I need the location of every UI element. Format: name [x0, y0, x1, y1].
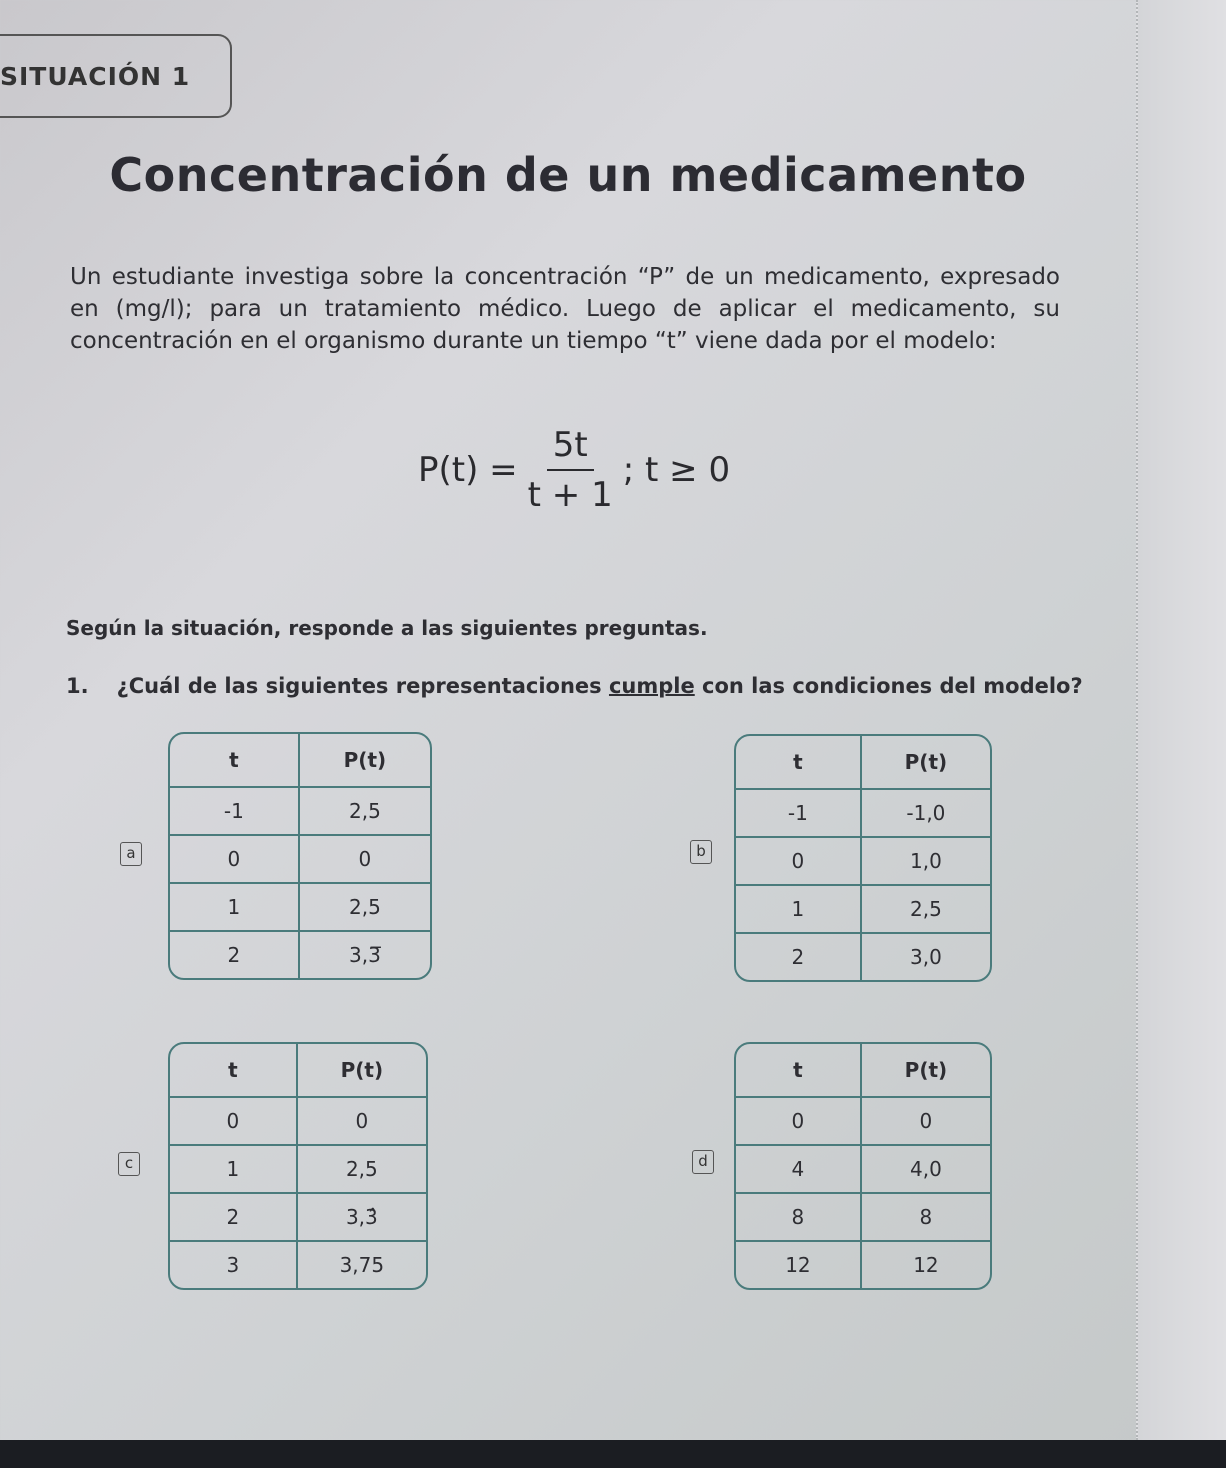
- column-header-p: P(t): [862, 736, 990, 790]
- formula-denominator: t + 1: [527, 475, 613, 515]
- column-header-t: t: [170, 734, 300, 788]
- cell-p: 3,3̂: [298, 1194, 426, 1242]
- section-label: SITUACIÓN 1: [0, 62, 191, 91]
- table-row: [170, 1242, 426, 1288]
- question-1-underlined-word: cumple: [608, 674, 695, 698]
- formula-fraction: [528, 425, 613, 515]
- table-row: [736, 1194, 990, 1242]
- cell-p: 0: [300, 836, 430, 884]
- cell-t: 0: [170, 836, 300, 884]
- table-row: [170, 932, 430, 978]
- page-title: Concentración de un medicamento: [109, 148, 1027, 202]
- cell-t: 3: [170, 1242, 298, 1288]
- table-row: [736, 790, 990, 838]
- table-row: [170, 1146, 426, 1194]
- questions-instruction: Según la situación, responde a las siguientes preguntas.: [66, 616, 708, 640]
- cell-t: 8: [736, 1194, 862, 1242]
- screen-bottom-bar: [0, 1440, 1226, 1468]
- table-row: [736, 1146, 990, 1194]
- cell-p: 0: [862, 1098, 990, 1146]
- table-header-row: [170, 734, 430, 788]
- cell-p: 2,5: [862, 886, 990, 934]
- column-header-t: t: [170, 1044, 298, 1098]
- cell-t: 0: [736, 838, 862, 886]
- intro-paragraph: Un estudiante investiga sobre la concentración “P” de un medicamento, expresado en (mg/l); para un tratamiento médico. Luego de aplicar el medicamento, su concentración en el organismo durante un tiempo “t” viene dada por el modelo:: [70, 264, 1060, 354]
- table-row: [170, 884, 430, 932]
- cell-t: 1: [170, 884, 300, 932]
- column-header-p: P(t): [862, 1044, 990, 1098]
- cell-p: 3,3̅: [348, 943, 381, 967]
- cell-p: 3,0: [909, 945, 942, 969]
- cell-t: 4: [736, 1146, 862, 1194]
- option-c-table[interactable]: [168, 1042, 428, 1290]
- table-row: [736, 934, 990, 980]
- column-header-t: t: [736, 1044, 862, 1098]
- table-row: [170, 836, 430, 884]
- question-1-text-start: ¿Cuál de las siguientes representaciones: [116, 674, 609, 698]
- column-header-t: t: [736, 736, 862, 790]
- cell-t: 2: [170, 932, 300, 978]
- cell-p: 8: [862, 1194, 990, 1242]
- cell-t: 0: [170, 1098, 298, 1146]
- table-header-row: [736, 736, 990, 790]
- cell-p: 0: [298, 1098, 426, 1146]
- table-header-row: [736, 1044, 990, 1098]
- table-row: [170, 788, 430, 836]
- formula-condition: ; t ≥ 0: [622, 450, 731, 490]
- cell-t: 0: [736, 1098, 862, 1146]
- option-c-label[interactable]: c: [118, 1152, 140, 1176]
- cell-t: 1: [170, 1146, 298, 1194]
- table-row: [736, 1242, 990, 1288]
- cell-p: 3,75: [339, 1253, 385, 1277]
- table-header-row: [170, 1044, 426, 1098]
- option-a-label[interactable]: a: [120, 842, 142, 866]
- question-1-number: 1.: [66, 674, 89, 698]
- cell-t: 2: [170, 1194, 298, 1242]
- option-d-table[interactable]: [734, 1042, 992, 1290]
- column-header-p: P(t): [298, 1044, 426, 1098]
- question-1-text-end: con las condiciones del modelo?: [694, 674, 1083, 698]
- table-row: [736, 1098, 990, 1146]
- table-row: [170, 1098, 426, 1146]
- cell-t: 12: [736, 1242, 862, 1288]
- table-row: [736, 838, 990, 886]
- table-row: [170, 1194, 426, 1242]
- cell-p: 2,5: [298, 1146, 426, 1194]
- cell-p: 12: [913, 1253, 939, 1277]
- formula-lhs: P(t) =: [418, 450, 518, 490]
- cell-t: -1: [170, 788, 300, 836]
- formula-numerator: 5t: [547, 425, 594, 471]
- cell-p: 4,0: [862, 1146, 990, 1194]
- model-formula: [418, 420, 730, 520]
- cell-t: 1: [736, 886, 862, 934]
- cell-p: -1,0: [862, 790, 990, 838]
- column-header-p: P(t): [300, 734, 430, 788]
- option-b-label[interactable]: b: [690, 840, 712, 864]
- option-b-table[interactable]: [734, 734, 992, 982]
- cell-p: 2,5: [300, 788, 430, 836]
- cell-t: 2: [736, 934, 862, 980]
- cell-p: 1,0: [862, 838, 990, 886]
- cell-t: -1: [736, 790, 862, 838]
- page-margin: [1136, 0, 1226, 1440]
- cell-p: 2,5: [300, 884, 430, 932]
- table-row: [736, 886, 990, 934]
- option-a-table[interactable]: [168, 732, 432, 980]
- option-d-label[interactable]: d: [692, 1150, 714, 1174]
- question-1: [66, 674, 1083, 698]
